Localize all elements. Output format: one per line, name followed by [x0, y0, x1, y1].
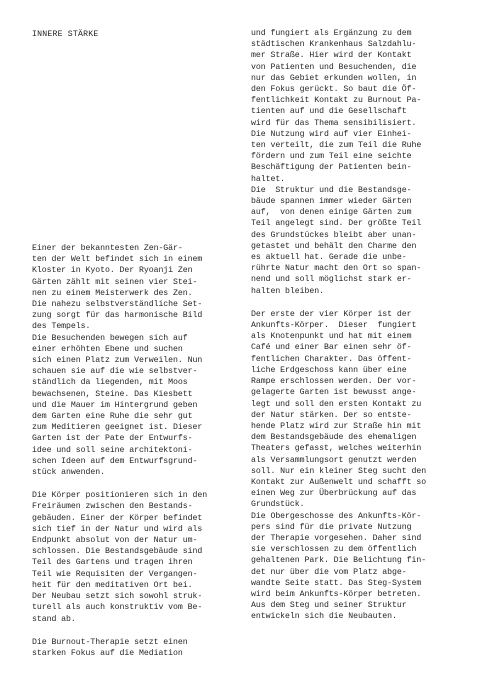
document-title: INNERE STÄRKE	[32, 30, 99, 39]
right-paragraph-2: Der erste der vier Körper ist der Ankunfts-Körper. Dieser fungiert als Knotenpunkt und hat mit einem Café und einer Bar einen sehr öf- fentlichen Charakter. Das öffent- liche Erdgeschoss kann über eine Rampe erschlossen werden. Der vor- gelagerte Garten ist bewusst ange- legt und soll den ersten Kontakt zu der Natur stärken. Der so entste- hende Platz wird zur Straße hin mit dem Bestandsgebäude des ehemaligen Theaters gefasst, welches weiterhin als Versammlungsort genutzt werden soll. Nur ein kleiner Steg sucht den Kontakt zur Außenwelt und schafft so einen Weg zur Überbrückung auf das Grundstück. Die Obergeschosse des Ankunfts-Kör- pers sind für die private Nutzung der Therapie vorgesehen. Daher sind sie verschlossen zu dem öffentlich gehaltenen Park. Die Belichtung fin- det nur über die vom Platz abge- wandte Seite statt. Das Steg-System wird beim Ankunfts-Körper betreten. Aus dem Steg und seiner Struktur entwickeln sich die Neubauten.	[251, 309, 427, 622]
left-paragraph-2: Die Körper positionieren sich in den Freiräumen zwischen den Bestands- gebäuden. Einer der Körper befindet sich tief in der Natur und wird als Endpunkt absolut von der Natur um- schlossen. Die Bestandsgebäude sind Teil des Gartens und tragen ihren Teil wie Requisiten der Vergangen- heit für den meditativen Ort bei. Der Neubau setzt sich sowohl struk- turell als auch konstruktiv vom Be- stand ab.	[32, 491, 208, 624]
left-column	[32, 243, 240, 671]
left-paragraph-1: Einer der bekanntesten Zen-Gär- ten der Welt befindet sich in einem Kloster in Kyoto. Der Ryoanji Zen Gärten zählt mit seinen vier Stei- nen zu einem Meisterwerk des Zen. Die nahezu selbstverständliche Set- zung sorgt für das harmonische Bild des Tempels. Die Besuchenden bewegen sich auf einer erhöhten Ebene und suchen sich einen Platz zum Verweilen. Nun schauen sie auf die wie selbstver- ständlich da liegenden, mit Moos bewachsenen, Steine. Das Kiesbett und die Mauer im Hintergrund geben dem Garten eine Ruhe die sehr gut zum Meditieren geeignet ist. Dieser Garten ist der Pate der Entwurfs- idee und soll seine architektoni- schen Ideen auf dem Entwurfsgrund- stück anwenden.	[32, 244, 203, 478]
left-paragraph-3: Die Burnout-Therapie setzt einen starken Fokus auf die Mediation	[32, 637, 188, 658]
right-paragraph-1: und fungiert als Ergänzung zu dem städtischen Krankenhaus Salzdahlu- mer Straße. Hier wird der Kontakt von Patienten und Besuchenden, die nur das Gebiet erkunden wollen, in den Fokus gerückt. So baut die Öf- fentlichkeit Kontakt zu Burnout Pa- tienten auf und die Gesellschaft wird für das Thema sensibilisiert. Die Nutzung wird auf vier Einhei- ten verteilt, die zum Teil die Ruhe fördern und zum Teil eine seichte Beschäftigung der Patienten bein- haltet. Die Struktur und die Bestandsge- bäude spannen immer wieder Gärten auf, von denen einige Gärten zum Teil angelegt sind. Der größte Teil des Grundstückes bleibt aber unan- getastet und behält den Charme den es aktuell hat. Gerade die unbe- rührte Natur macht den Ort so span- nend und soll möglichst stark er- halten bleiben.	[251, 29, 422, 296]
right-column	[251, 28, 459, 635]
